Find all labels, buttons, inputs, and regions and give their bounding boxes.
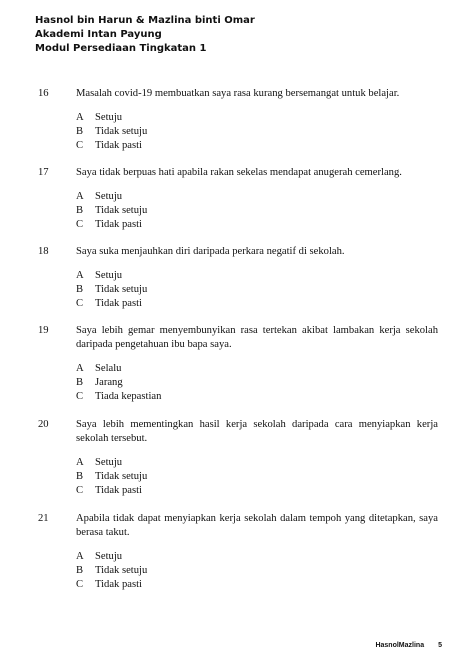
question-number: 16 — [38, 88, 49, 99]
option-text: Setuju — [95, 112, 123, 123]
option-letter: C — [76, 579, 84, 590]
option-b[interactable] — [76, 376, 438, 390]
question-16 — [38, 87, 438, 153]
option-list — [76, 550, 438, 592]
option-letter: A — [76, 457, 84, 468]
option-text: Tidak setuju — [95, 205, 148, 216]
module-line: Modul Persediaan Tingkatan 1 — [35, 43, 207, 54]
question-text: Saya lebih mementingkan hasil kerja sekolah daripada cara menyiapkan kerja sekolah tersebut. — [76, 419, 438, 444]
option-text: Tidak pasti — [95, 579, 142, 590]
question-text: Saya suka menjauhkan diri daripada perkara negatif di sekolah. — [76, 246, 345, 257]
option-b[interactable] — [76, 283, 438, 297]
question-21 — [38, 512, 438, 592]
option-b[interactable] — [76, 125, 438, 139]
option-text: Tidak pasti — [95, 140, 142, 151]
option-b[interactable] — [76, 564, 438, 578]
option-c[interactable] — [76, 297, 438, 311]
footer-author: HasnolMazlina — [375, 642, 425, 649]
question-number: 17 — [38, 167, 49, 178]
document-header — [35, 14, 255, 56]
option-letter: C — [76, 298, 84, 309]
author-line: Hasnol bin Harun & Mazlina binti Omar — [35, 15, 255, 26]
question-text: Saya lebih gemar menyembunyikan rasa tertekan akibat lambakan kerja sekolah daripada pengetahuan ibu bapa saya. — [76, 325, 438, 350]
option-c[interactable] — [76, 218, 438, 232]
option-c[interactable] — [76, 390, 438, 404]
question-text: Saya tidak berpuas hati apabila rakan sekelas mendapat anugerah cemerlang. — [76, 167, 402, 178]
question-number: 21 — [38, 513, 49, 524]
option-a[interactable] — [76, 190, 438, 204]
option-b[interactable] — [76, 204, 438, 218]
question-text: Masalah covid-19 membuatkan saya rasa kurang bersemangat untuk belajar. — [76, 88, 400, 99]
option-letter: C — [76, 485, 84, 496]
option-text: Tidak pasti — [95, 219, 142, 230]
question-number: 19 — [38, 325, 49, 336]
option-letter: C — [76, 391, 84, 402]
option-text: Tidak pasti — [95, 485, 142, 496]
option-list — [76, 111, 438, 153]
option-text: Tidak setuju — [95, 565, 148, 576]
option-text: Tidak setuju — [95, 284, 148, 295]
option-letter: A — [76, 551, 84, 562]
option-text: Setuju — [95, 457, 123, 468]
option-letter: A — [76, 363, 84, 374]
option-list — [76, 456, 438, 498]
option-text: Setuju — [95, 551, 123, 562]
option-letter: B — [76, 126, 84, 137]
option-list — [76, 190, 438, 232]
option-letter: C — [76, 219, 84, 230]
option-c[interactable] — [76, 139, 438, 153]
option-text: Tidak pasti — [95, 298, 142, 309]
question-number: 18 — [38, 246, 49, 257]
option-letter: B — [76, 565, 84, 576]
question-number: 20 — [38, 419, 49, 430]
question-17 — [38, 166, 438, 232]
option-letter: B — [76, 205, 84, 216]
option-text: Setuju — [95, 270, 123, 281]
option-letter: A — [76, 270, 84, 281]
option-letter: A — [76, 112, 84, 123]
option-text: Jarang — [95, 377, 123, 388]
option-text: Tidak setuju — [95, 126, 148, 137]
page-footer — [375, 642, 442, 649]
question-text: Apabila tidak dapat menyiapkan kerja sekolah dalam tempoh yang ditetapkan, saya berasa takut. — [76, 513, 438, 538]
option-text: Setuju — [95, 191, 123, 202]
option-c[interactable] — [76, 484, 438, 498]
question-20 — [38, 418, 438, 498]
option-letter: B — [76, 284, 84, 295]
question-19 — [38, 324, 438, 404]
option-a[interactable] — [76, 362, 438, 376]
option-letter: B — [76, 377, 84, 388]
option-letter: A — [76, 191, 84, 202]
option-list — [76, 362, 438, 404]
option-text: Tidak setuju — [95, 471, 148, 482]
option-c[interactable] — [76, 578, 438, 592]
school-line: Akademi Intan Payung — [35, 29, 162, 40]
option-b[interactable] — [76, 470, 438, 484]
option-letter: C — [76, 140, 84, 151]
option-a[interactable] — [76, 456, 438, 470]
question-18 — [38, 245, 438, 311]
option-text: Selalu — [95, 363, 122, 374]
option-text: Tiada kepastian — [95, 391, 162, 402]
page-number: 5 — [438, 642, 442, 649]
option-a[interactable] — [76, 550, 438, 564]
option-list — [76, 269, 438, 311]
option-a[interactable] — [76, 269, 438, 283]
option-letter: B — [76, 471, 84, 482]
option-a[interactable] — [76, 111, 438, 125]
